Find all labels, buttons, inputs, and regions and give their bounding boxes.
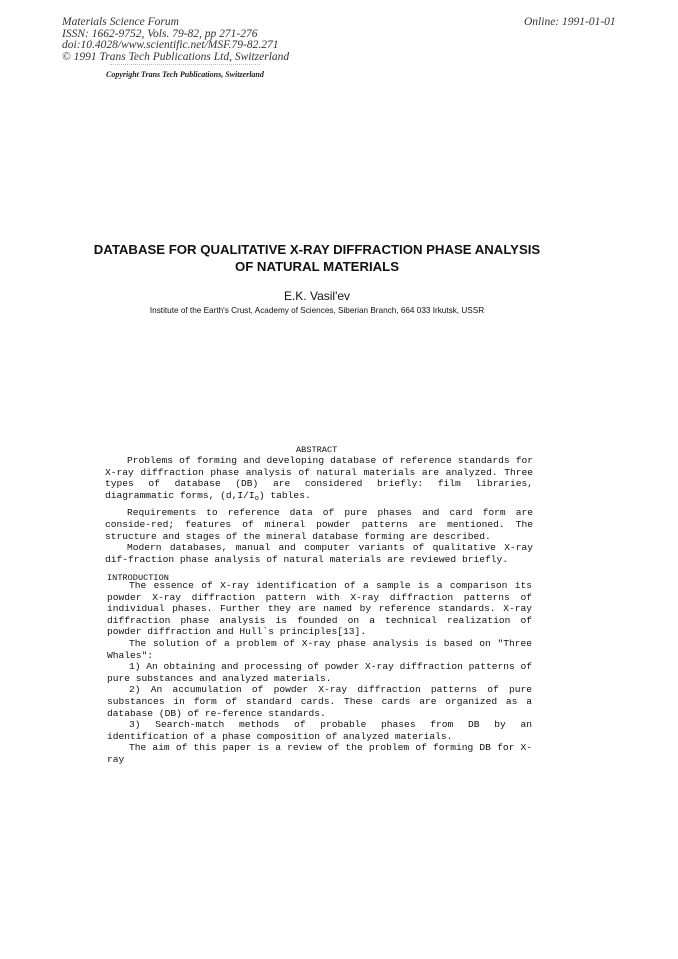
introduction-body bbox=[107, 580, 532, 766]
abstract-paragraph-2: Requirements to reference data of pure phases and card form are conside-red; features of mineral powder patterns are mentioned. The structure and stages of the mineral database forming are described. bbox=[105, 507, 533, 542]
abstract-paragraph-3: Modern databases, manual and computer variants of qualitative X-ray dif-fraction phase analysis of natural materials are reviewed briefly. bbox=[105, 542, 533, 565]
author-affiliation: Institute of the Earth's Crust, Academy of Sciences, Siberian Branch, 664 033 Irkutsk, USSR bbox=[149, 306, 485, 315]
abstract-body bbox=[105, 455, 533, 565]
intro-paragraph-1: The essence of X-ray identification of a sample is a comparison its powder X-ray diffraction pattern with X-ray diffraction patterns of individual phases. Further they are named by reference standards. X-ray diffraction phase analysis is founded on a technical realization of powder diffraction and Hull`s principles[13]. bbox=[107, 580, 532, 638]
intro-list-item-1: 1) An obtaining and processing of powder X-ray diffraction patterns of pure substances and analyzed materials. bbox=[107, 661, 533, 684]
online-date: Online: 1991-01-01 bbox=[524, 16, 616, 28]
faded-scan-line bbox=[110, 64, 260, 66]
paper-title bbox=[0, 241, 634, 275]
intro-paragraph-2: The solution of a problem of X-ray phase analysis is based on "Three Whales": bbox=[107, 637, 532, 661]
introduction-heading: INTRODUCTION bbox=[107, 573, 169, 583]
title-line-2: OF NATURAL MATERIALS bbox=[234, 259, 400, 274]
intro-paragraph-3: The aim of this paper is a review of the problem of forming DB for X-ray bbox=[107, 742, 532, 765]
title-line-1: DATABASE FOR QUALITATIVE X-RAY DIFFRACTION PHASE ANALYSIS bbox=[93, 242, 541, 257]
copyright-line: © 1991 Trans Tech Publications Ltd, Switzerland bbox=[62, 50, 290, 63]
intro-list-item-2: 2) An accumulation of powder X-ray diffraction patterns of pure substances in form of standard cards. These cards are organized as a database (DB) of re-ference standards. bbox=[107, 684, 532, 719]
abstract-paragraph-1: Problems of forming and developing database of reference standards for X-ray diffraction phase analysis of natural materials are analyzed. Three types of database (DB) are considered briefly: film libraries, diagrammatic forms, $(d,I/I_o)$ tables. bbox=[105, 455, 533, 503]
abstract-heading: ABSTRACT bbox=[296, 445, 338, 455]
author-name: E.K. Vasil'ev bbox=[283, 289, 351, 303]
citation-header bbox=[62, 17, 362, 63]
intro-list-item-3: 3) Search-match methods of probable phases from DB by an identification of a phase composition of analyzed materials. bbox=[107, 719, 532, 742]
subscript-o: o bbox=[254, 494, 259, 503]
copyright-stamp: Copyright Trans Tech Publications, Switzerland bbox=[106, 70, 264, 79]
journal-name: Materials Science Forum bbox=[62, 16, 179, 28]
doi-link[interactable]: doi:10.4028/www.scientific.net/MSF.79-82.271 bbox=[62, 39, 279, 52]
issn-line: ISSN: 1662-9752, Vols. 79-82, pp 271-276 bbox=[62, 27, 258, 40]
